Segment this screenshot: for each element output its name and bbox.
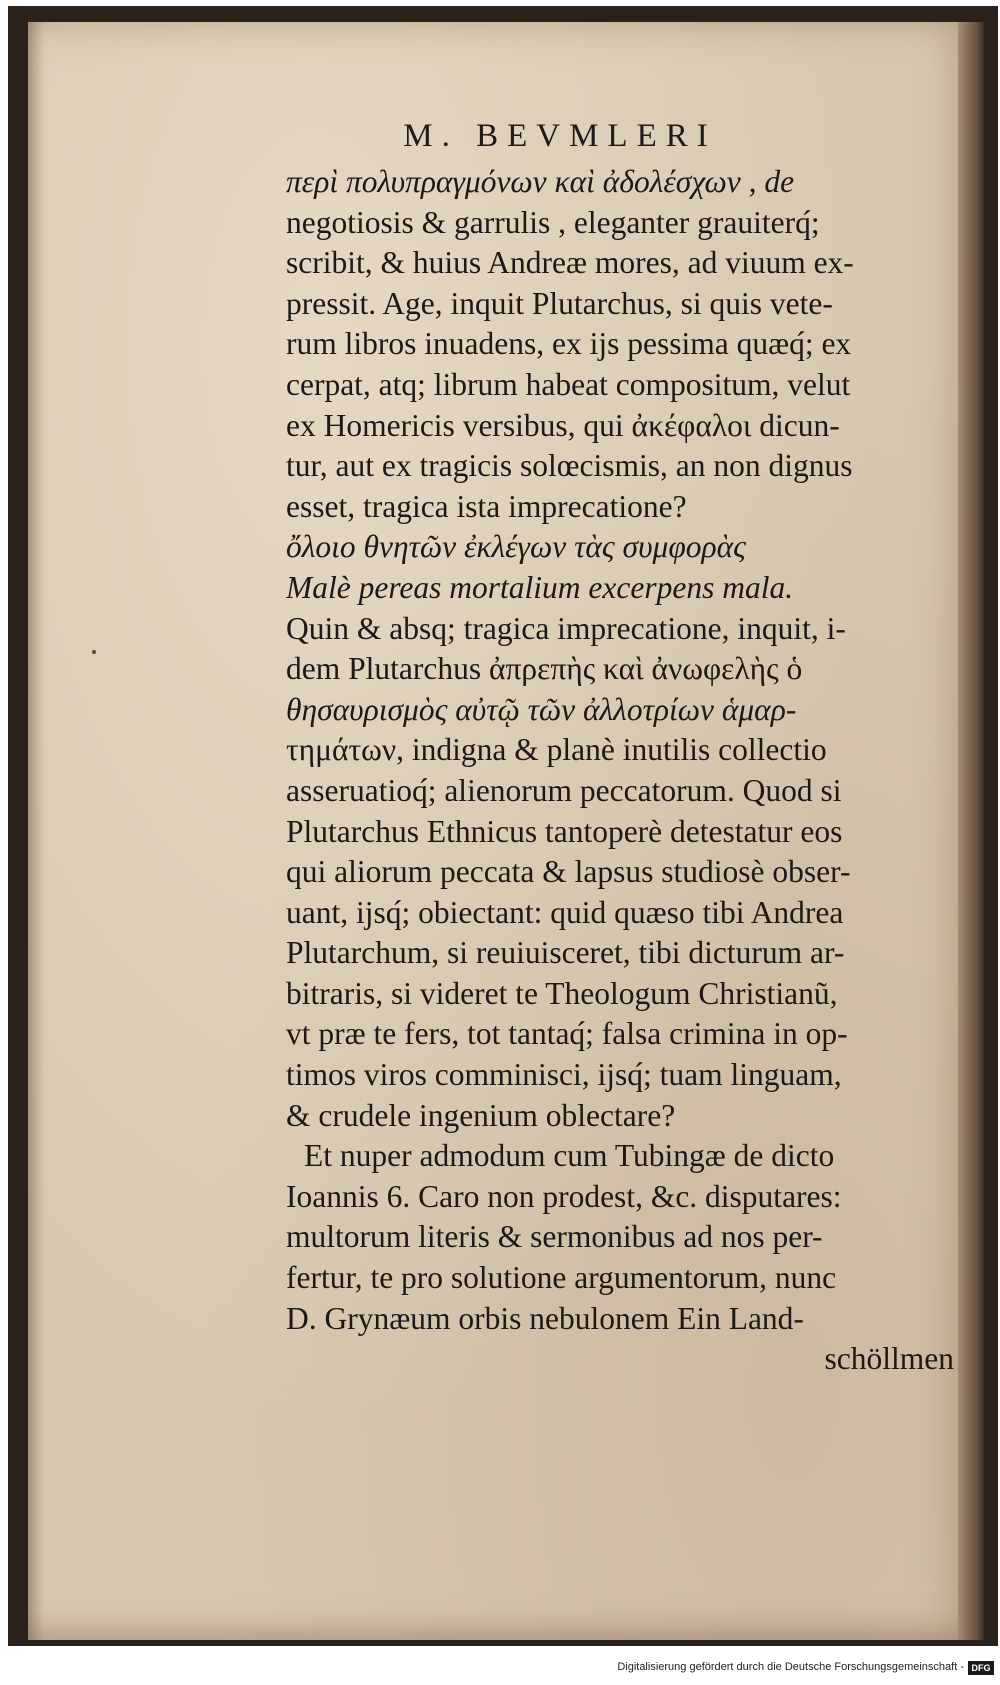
catchword: schöllmen: [824, 1341, 954, 1377]
ink-speck: [92, 650, 96, 654]
digitization-footer: Digitalisierung gefördert durch die Deutsche Forschungsgemeinschaft -: [617, 1661, 964, 1673]
text-line: D. Grynæum orbis nebulonem Ein Land-: [286, 1300, 804, 1336]
text-line: multorum literis & sermonibus ad nos per-: [286, 1219, 823, 1255]
text-line: bitraris, si videret te Theologum Christianũ,: [286, 975, 838, 1011]
text-line: Ioannis 6. Caro non prodest, &c. disputares:: [286, 1178, 842, 1214]
text-line: Plutarchum, si reuiuisceret, tibi dicturum ar-: [286, 935, 845, 971]
text-line: qui aliorum peccata & lapsus studiosè obser-: [286, 854, 851, 890]
text-line: Quin & absq; tragica imprecatione, inquit, i-: [286, 610, 846, 646]
text-line: cerpat, atq; librum habeat compositum, velut: [286, 366, 851, 402]
running-head: M. BEVMLERI: [403, 118, 717, 154]
text-line: ex Homericis versibus, qui ἀκέφαλοι dicun-: [286, 407, 840, 443]
text-line: timos viros comminisci, ijsq́; tuam linguam,: [286, 1057, 842, 1093]
paragraph-start-line: Et nuper admodum cum Tubingæ de dicto: [304, 1138, 835, 1174]
text-line: dem Plutarchus ἀπρεπὴς καὶ ἀνωφελὴς ὁ: [286, 651, 803, 687]
text-line: esset, tragica ista imprecatione?: [286, 488, 687, 524]
text-line: pressit. Age, inquit Plutarchus, si quis vete-: [286, 285, 833, 321]
text-line: περὶ πολυπραγμόνων καὶ ἀδολέσχων , de: [286, 164, 795, 199]
text-line: uant, ijsq́; obiectant: quid quæso tibi Andrea: [286, 894, 844, 930]
gutter-shadow: [28, 22, 44, 1640]
text-line: rum libros inuadens, ex ijs pessima quæq́; ex: [286, 326, 852, 362]
page-body: [286, 162, 962, 1380]
text-line: scribit, & huius Andreæ mores, ad viuum ex-: [286, 245, 854, 281]
text-line: & crudele ingenium oblectare?: [286, 1097, 676, 1133]
text-line: τημάτων, indigna & planè inutilis collectio: [286, 732, 827, 768]
greek-text-line: θησαυρισμὸς αὐτῷ τῶν ἀλλοτρίων ἁμαρ-: [286, 691, 797, 727]
text-line: negotiosis & garrulis , eleganter grauiterq́;: [286, 204, 820, 240]
text-line: tur, aut ex tragicis solœcismis, an non dignus: [286, 448, 853, 484]
text-line: fertur, te pro solutione argumentorum, nunc: [286, 1260, 837, 1296]
text-line: vt præ te fers, tot tantaq́; falsa crimina in op-: [286, 1016, 848, 1052]
dfg-logo: DFG: [968, 1661, 994, 1675]
text-line: asseruatioq́; alienorum peccatorum. Quod si: [286, 772, 842, 808]
greek-verse-line: ὄλοιο θνητῶν ἐκλέγων τὰς συμφορὰς: [286, 529, 746, 565]
text-line: Plutarchus Ethnicus tantoperè detestatur eos: [286, 813, 843, 849]
latin-verse-line: Malè pereas mortalium excerpens mala.: [286, 569, 794, 605]
